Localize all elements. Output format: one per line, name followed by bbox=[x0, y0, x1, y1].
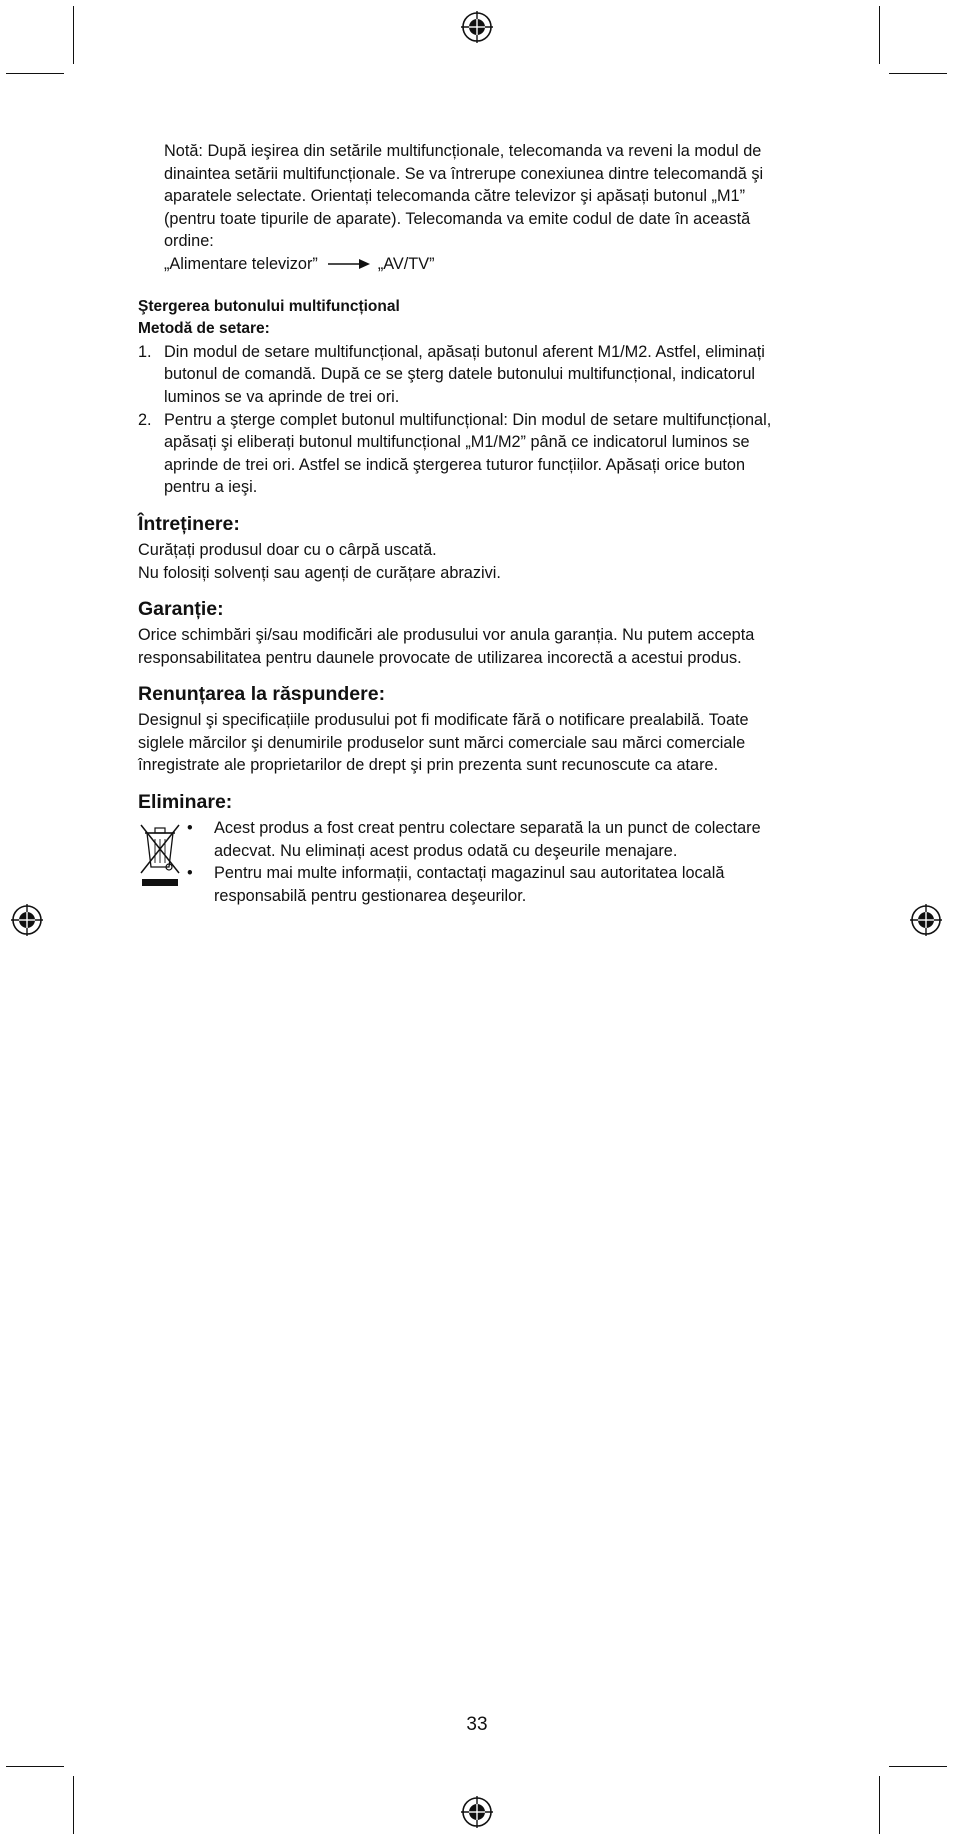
crop-mark bbox=[6, 1766, 64, 1767]
bullet-line: Pentru mai multe informații, contactați magazinul sau autoritatea locală bbox=[214, 864, 725, 883]
maintenance-line: Curățați produsul doar cu o cârpă uscată. bbox=[138, 540, 437, 559]
crossed-out-wheelie-bin-icon bbox=[138, 823, 182, 891]
section-title-maintenance: Întreținere: bbox=[138, 512, 240, 535]
crop-mark bbox=[879, 1776, 880, 1834]
step-number: 1. bbox=[138, 342, 152, 361]
crop-mark bbox=[6, 73, 64, 74]
flow-from: „Alimentare televizor” bbox=[164, 254, 318, 273]
list-item bbox=[138, 341, 804, 409]
crop-mark bbox=[879, 6, 880, 64]
step-line: aprinde de trei ori. Astfel se indică ştergerea tuturor funcțiilor. Apăsați orice buton bbox=[164, 455, 746, 474]
flow-to: „AV/TV” bbox=[377, 254, 435, 273]
code-order-flow bbox=[164, 253, 804, 276]
note-line: ordine: bbox=[164, 232, 214, 251]
crop-mark bbox=[73, 6, 74, 64]
step-line: Pentru a şterge complet butonul multifuncțional: Din modul de setare multifuncțional, bbox=[164, 410, 772, 429]
maintenance-line: Nu folosiți solvenți sau agenți de curățare abrazivi. bbox=[138, 563, 501, 582]
steps-list bbox=[138, 341, 804, 499]
warranty-line: responsabilitatea pentru daunele provocate de utilizarea incorectă a acestui produs. bbox=[138, 648, 742, 667]
bullet-line: Acest produs a fost creat pentru colectare separată la un punct de colectare bbox=[214, 819, 761, 838]
crop-mark bbox=[73, 1776, 74, 1834]
registration-mark-icon bbox=[10, 903, 44, 937]
step-line: pentru a ieşi. bbox=[164, 478, 258, 497]
disclaimer-line: înregistrate ale proprietarilor de drept şi prin prezenta sunt recunoscute ca atare. bbox=[138, 756, 719, 775]
step-line: luminos se va aprinde de trei ori. bbox=[164, 387, 400, 406]
warranty-line: Orice schimbări şi/sau modificări ale produsului vor anula garanția. Nu putem accepta bbox=[138, 626, 755, 645]
bullet-symbol: • bbox=[187, 864, 193, 883]
page-number: 33 bbox=[466, 1714, 488, 1735]
disposal-block bbox=[138, 817, 804, 907]
section-title-clear: Ştergerea butonului multifuncțional bbox=[138, 297, 400, 315]
note-line: Notă: După ieşirea din setările multifuncționale, telecomanda va reveni la modul de bbox=[164, 142, 762, 160]
registration-mark-icon bbox=[460, 1795, 494, 1829]
note-line: (pentru toate tipurile de aparate). Telecomanda va emite codul de date în această bbox=[164, 209, 751, 228]
crop-mark bbox=[889, 1766, 947, 1767]
method-label: Metodă de setare: bbox=[138, 320, 270, 338]
disposal-bullet-list bbox=[187, 817, 804, 907]
section-title-disclaimer: Renunțarea la răspundere: bbox=[138, 683, 386, 706]
crop-mark bbox=[889, 73, 947, 74]
bullet-line: adecvat. Nu eliminați acest produs odată cu deşeurile menajare. bbox=[214, 841, 678, 860]
step-number: 2. bbox=[138, 410, 152, 429]
disclaimer-line: siglele mărcilor şi denumirile produselor sunt mărci comerciale sau mărci comerciale bbox=[138, 733, 746, 752]
note-block bbox=[164, 140, 804, 276]
section-title-disposal: Eliminare: bbox=[138, 791, 233, 814]
list-item bbox=[187, 862, 804, 907]
step-line: apăsați şi eliberați butonul multifuncțional „M1/M2” până ce indicatorul luminos se bbox=[164, 433, 750, 452]
bullet-line: responsabilă pentru gestionarea deşeurilor. bbox=[214, 886, 527, 905]
page-content bbox=[138, 140, 804, 907]
registration-mark-icon bbox=[460, 10, 494, 44]
note-line: dinaintea setării multifuncționale. Se va întrerupe conexiunea dintre telecomandă şi bbox=[164, 164, 764, 183]
note-line: aparatele selectate. Orientați telecomanda către televizor şi apăsați butonul „M1” bbox=[164, 187, 746, 206]
bullet-symbol: • bbox=[187, 819, 193, 838]
step-line: Din modul de setare multifuncțional, apăsați butonul aferent M1/M2. Astfel, eliminați bbox=[164, 342, 765, 361]
list-item bbox=[138, 409, 804, 499]
disclaimer-line: Designul şi specificațiile produsului pot fi modificate fără o notificare prealabilă. Toate bbox=[138, 711, 749, 730]
section-title-warranty: Garanție: bbox=[138, 598, 224, 621]
registration-mark-icon bbox=[909, 903, 943, 937]
list-item bbox=[187, 817, 804, 862]
step-line: butonul de comandă. După ce se şterg datele butonului multifuncțional, indicatorul bbox=[164, 365, 756, 384]
arrow-right-icon bbox=[328, 259, 370, 269]
